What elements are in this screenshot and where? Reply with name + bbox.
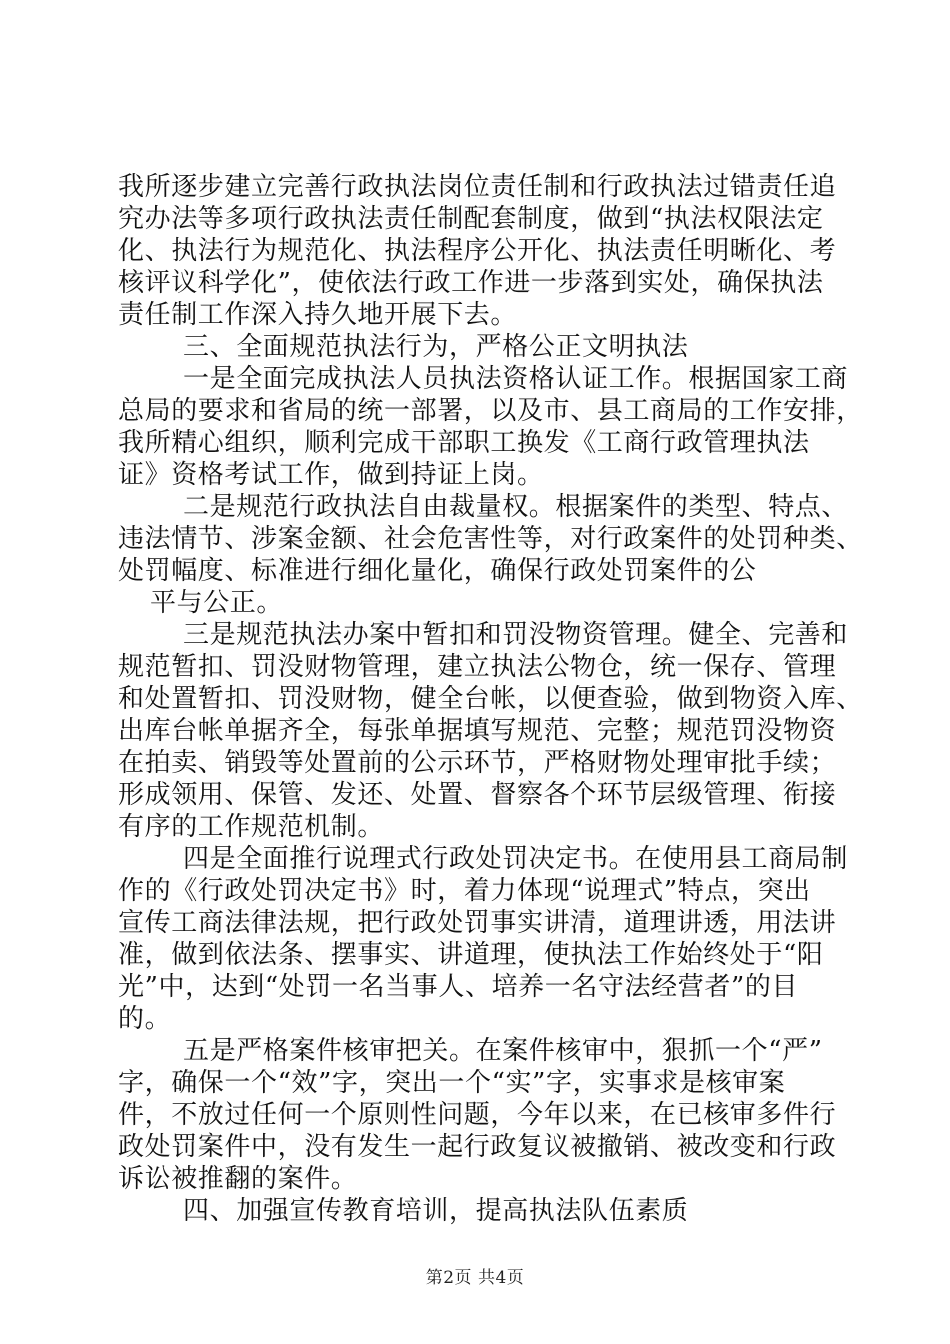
paragraph-start: 五是严格案件核审把关。在案件核审中，狠抓一个“严” — [183, 1036, 823, 1066]
body-line: 政处罚案件中，没有发生一起行政复议被撤销、被改变和行政 — [118, 1132, 837, 1162]
body-line: 和处置暂扣、罚没财物，健全台帐，以便查验，做到物资入库、 — [118, 684, 863, 714]
body-line: 出库台帐单据齐全，每张单据填写规范、完整；规范罚没物资 — [118, 716, 837, 746]
body-line: 总局的要求和省局的统一部署，以及市、县工商局的工作安排， — [118, 396, 863, 426]
body-line: 字，确保一个“效”字，突出一个“实”字，实事求是核审案 — [118, 1068, 786, 1098]
body-line: 责任制工作深入持久地开展下去。 — [118, 300, 518, 330]
body-line: 平与公正。 — [150, 588, 284, 618]
body-line: 光”中，达到“处罚一名当事人、培养一名守法经营者”的目 — [118, 972, 799, 1002]
paragraph-start: 一是全面完成执法人员执法资格认证工作。根据国家工商 — [183, 364, 849, 394]
paragraph-start: 二是规范行政执法自由裁量权。根据案件的类型、特点、 — [183, 492, 849, 522]
body-line: 我所逐步建立完善行政执法岗位责任制和行政执法过错责任追 — [118, 172, 837, 202]
body-line: 的。 — [118, 1004, 172, 1034]
paragraph-start: 三是规范执法办案中暂扣和罚没物资管理。健全、完善和 — [183, 620, 849, 650]
body-line: 有序的工作规范机制。 — [118, 812, 385, 842]
body-line: 诉讼被推翻的案件。 — [118, 1164, 358, 1194]
body-line: 准，做到依法条、摆事实、讲道理，使执法工作始终处于“阳 — [118, 940, 824, 970]
paragraph-start: 四是全面推行说理式行政处罚决定书。在使用县工商局制 — [183, 844, 849, 874]
body-line: 证》资格考试工作，做到持证上岗。 — [118, 460, 544, 490]
body-line: 形成领用、保管、发还、处置、督察各个环节层级管理、衔接 — [118, 780, 837, 810]
page-number-footer: 第2页 共4页 — [425, 1268, 525, 1288]
body-line: 作的《行政处罚决定书》时，着力体现“说理式”特点，突出 — [118, 876, 811, 906]
body-line: 违法情节、涉案金额、社会危害性等，对行政案件的处罚种类、 — [118, 524, 863, 554]
section-heading: 三、全面规范执法行为，严格公正文明执法 — [183, 332, 689, 362]
body-line: 处罚幅度、标准进行细化量化，确保行政处罚案件的公 — [118, 556, 757, 586]
body-line: 究办法等多项行政执法责任制配套制度，做到“执法权限法定 — [118, 204, 824, 234]
body-line: 件，不放过任何一个原则性问题，今年以来，在已核审多件行 — [118, 1100, 837, 1130]
body-line: 化、执法行为规范化、执法程序公开化、执法责任明晰化、考 — [118, 236, 837, 266]
document-body — [118, 171, 863, 1227]
body-line: 规范暂扣、罚没财物管理，建立执法公物仓，统一保存、管理 — [118, 652, 837, 682]
body-line: 我所精心组织，顺利完成干部职工换发《工商行政管理执法 — [118, 428, 810, 458]
body-line: 宣传工商法律法规，把行政处罚事实讲清，道理讲透，用法讲 — [118, 908, 837, 938]
body-line: 在拍卖、销毁等处置前的公示环节，严格财物处理审批手续； — [118, 748, 837, 778]
body-line: 核评议科学化”，使依法行政工作进一步落到实处，确保执法 — [118, 268, 824, 298]
section-heading: 四、加强宣传教育培训，提高执法队伍素质 — [183, 1196, 689, 1226]
